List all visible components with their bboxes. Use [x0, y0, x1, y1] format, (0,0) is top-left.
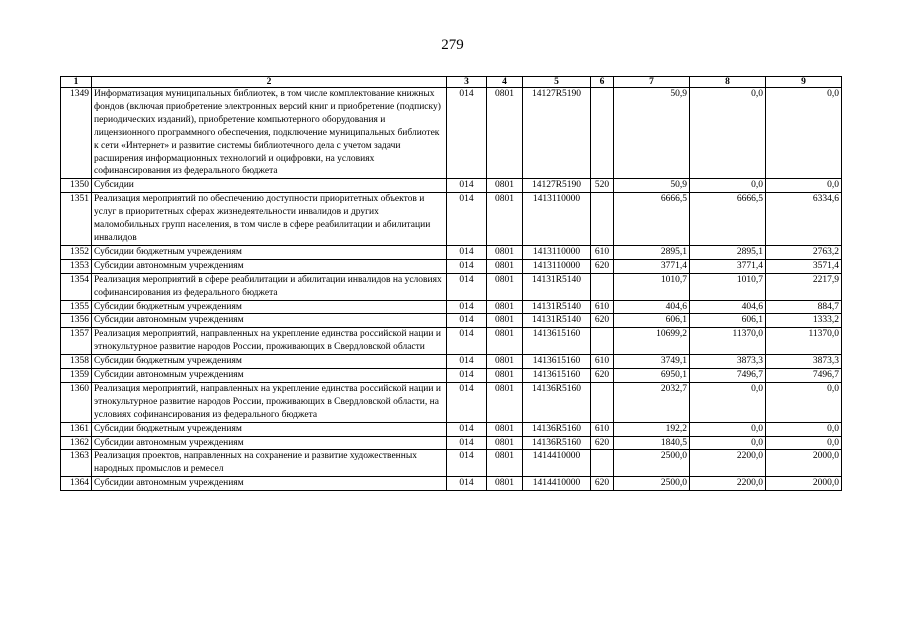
row-ministry-code: 014	[447, 300, 487, 314]
row-description: Субсидии автономным учреждениям	[92, 436, 447, 450]
row-amount-year1: 6666,5	[614, 193, 690, 246]
table-row	[61, 436, 842, 450]
row-description: Субсидии бюджетным учреждениям	[92, 300, 447, 314]
row-ministry-code: 014	[447, 422, 487, 436]
row-amount-year1: 6950,1	[614, 369, 690, 383]
row-expense-type: 620	[591, 436, 614, 450]
row-ministry-code: 014	[447, 436, 487, 450]
row-section-code: 0801	[487, 314, 523, 328]
header-col-1: 1	[61, 77, 92, 88]
row-number: 1351	[61, 193, 92, 246]
budget-table	[60, 76, 842, 491]
row-target-code: 1414410000	[523, 450, 591, 477]
row-number: 1354	[61, 273, 92, 300]
table-row	[61, 300, 842, 314]
row-expense-type: 610	[591, 300, 614, 314]
row-expense-type	[591, 273, 614, 300]
row-amount-year3: 1333,2	[766, 314, 842, 328]
row-expense-type: 610	[591, 355, 614, 369]
row-ministry-code: 014	[447, 179, 487, 193]
row-number: 1353	[61, 259, 92, 273]
row-number: 1349	[61, 88, 92, 179]
row-amount-year1: 10699,2	[614, 328, 690, 355]
row-target-code: 14127R5190	[523, 88, 591, 179]
row-section-code: 0801	[487, 273, 523, 300]
row-description: Реализация мероприятий по обеспечению доступности приоритетных объектов и услуг в приоритетных сферах жизнедеятельности инвалидов и других маломобильных групп населения, в том числе в сфере реабилитации и абилитации инвалидов	[92, 193, 447, 246]
row-target-code: 14136R5160	[523, 382, 591, 422]
table-row	[61, 369, 842, 383]
row-amount-year3: 0,0	[766, 382, 842, 422]
row-section-code: 0801	[487, 193, 523, 246]
row-number: 1364	[61, 477, 92, 491]
row-description: Субсидии автономным учреждениям	[92, 477, 447, 491]
row-target-code: 14131R5140	[523, 300, 591, 314]
row-amount-year2: 0,0	[690, 179, 766, 193]
row-description: Субсидии автономным учреждениям	[92, 369, 447, 383]
table-row	[61, 193, 842, 246]
row-target-code: 1413615160	[523, 328, 591, 355]
table-row	[61, 259, 842, 273]
row-ministry-code: 014	[447, 88, 487, 179]
row-target-code: 14127R5190	[523, 179, 591, 193]
row-amount-year1: 606,1	[614, 314, 690, 328]
row-ministry-code: 014	[447, 450, 487, 477]
row-section-code: 0801	[487, 450, 523, 477]
row-expense-type: 620	[591, 369, 614, 383]
table-row	[61, 273, 842, 300]
row-amount-year3: 0,0	[766, 88, 842, 179]
row-expense-type	[591, 450, 614, 477]
row-section-code: 0801	[487, 179, 523, 193]
row-expense-type	[591, 88, 614, 179]
row-description: Реализация мероприятий в сфере реабилитации и абилитации инвалидов на условиях софинансирования из федерального бюджета	[92, 273, 447, 300]
row-amount-year3: 7496,7	[766, 369, 842, 383]
row-description: Информатизация муниципальных библиотек, в том числе комплектование книжных фондов (включая приобретение электронных версий книг и приобретение (подписку) периодических изданий), приобретение компьютерного оборудования и лицензионного программного обеспечения, подключение муниципальных библиотек к сети «Интернет» и развитие системы библиотечного дела с учетом задачи расширения информационных технологий и оцифровки, на условиях софинансирования из федерального бюджета	[92, 88, 447, 179]
row-target-code: 14131R5140	[523, 273, 591, 300]
row-ministry-code: 014	[447, 328, 487, 355]
header-row	[61, 77, 842, 88]
table-row	[61, 355, 842, 369]
row-description: Субсидии	[92, 179, 447, 193]
header-col-7: 7	[614, 77, 690, 88]
row-amount-year3: 2000,0	[766, 450, 842, 477]
row-amount-year2: 1010,7	[690, 273, 766, 300]
row-target-code: 1413110000	[523, 259, 591, 273]
row-target-code: 1413110000	[523, 193, 591, 246]
row-ministry-code: 014	[447, 245, 487, 259]
row-expense-type: 520	[591, 179, 614, 193]
row-section-code: 0801	[487, 369, 523, 383]
row-amount-year1: 2895,1	[614, 245, 690, 259]
row-number: 1357	[61, 328, 92, 355]
row-amount-year2: 11370,0	[690, 328, 766, 355]
row-expense-type: 620	[591, 259, 614, 273]
header-col-2: 2	[92, 77, 447, 88]
row-description: Реализация мероприятий, направленных на укрепление единства российской нации и этнокультурное развитие народов России, проживающих в Свердловской области	[92, 328, 447, 355]
row-amount-year1: 50,9	[614, 88, 690, 179]
row-number: 1363	[61, 450, 92, 477]
row-ministry-code: 014	[447, 355, 487, 369]
row-section-code: 0801	[487, 477, 523, 491]
row-expense-type	[591, 382, 614, 422]
table-row	[61, 88, 842, 179]
row-amount-year3: 6334,6	[766, 193, 842, 246]
row-amount-year3: 884,7	[766, 300, 842, 314]
row-amount-year1: 50,9	[614, 179, 690, 193]
row-expense-type: 620	[591, 477, 614, 491]
row-description: Реализация мероприятий, направленных на укрепление единства российской нации и этнокультурное развитие народов России, проживающих в Свердловской области, на условиях софинансирования из федерального бюджета	[92, 382, 447, 422]
row-ministry-code: 014	[447, 193, 487, 246]
row-amount-year1: 3771,4	[614, 259, 690, 273]
row-amount-year2: 0,0	[690, 422, 766, 436]
row-amount-year3: 0,0	[766, 422, 842, 436]
row-amount-year2: 6666,5	[690, 193, 766, 246]
row-number: 1352	[61, 245, 92, 259]
row-section-code: 0801	[487, 259, 523, 273]
row-number: 1360	[61, 382, 92, 422]
row-ministry-code: 014	[447, 369, 487, 383]
row-ministry-code: 014	[447, 477, 487, 491]
row-amount-year1: 2032,7	[614, 382, 690, 422]
row-amount-year2: 2895,1	[690, 245, 766, 259]
row-amount-year1: 404,6	[614, 300, 690, 314]
row-amount-year1: 2500,0	[614, 477, 690, 491]
row-description: Субсидии бюджетным учреждениям	[92, 355, 447, 369]
row-ministry-code: 014	[447, 314, 487, 328]
row-description: Субсидии автономным учреждениям	[92, 314, 447, 328]
table-body	[61, 88, 842, 491]
row-amount-year3: 0,0	[766, 179, 842, 193]
row-amount-year2: 606,1	[690, 314, 766, 328]
row-amount-year1: 192,2	[614, 422, 690, 436]
row-section-code: 0801	[487, 88, 523, 179]
table-row	[61, 422, 842, 436]
header-col-9: 9	[766, 77, 842, 88]
page-number: 279	[441, 37, 464, 53]
header-col-5: 5	[523, 77, 591, 88]
row-target-code: 1413110000	[523, 245, 591, 259]
row-target-code: 1413615160	[523, 355, 591, 369]
table-row	[61, 477, 842, 491]
header-col-3: 3	[447, 77, 487, 88]
row-description: Реализация проектов, направленных на сохранение и развитие художественных народных промыслов и ремесел	[92, 450, 447, 477]
row-number: 1355	[61, 300, 92, 314]
row-expense-type: 610	[591, 422, 614, 436]
row-target-code: 14131R5140	[523, 314, 591, 328]
row-amount-year2: 3771,4	[690, 259, 766, 273]
row-amount-year3: 3873,3	[766, 355, 842, 369]
row-amount-year1: 1840,5	[614, 436, 690, 450]
row-amount-year2: 0,0	[690, 382, 766, 422]
row-amount-year2: 404,6	[690, 300, 766, 314]
row-number: 1358	[61, 355, 92, 369]
row-section-code: 0801	[487, 328, 523, 355]
row-expense-type: 610	[591, 245, 614, 259]
row-amount-year3: 0,0	[766, 436, 842, 450]
row-amount-year1: 2500,0	[614, 450, 690, 477]
table-row	[61, 450, 842, 477]
row-amount-year2: 2200,0	[690, 477, 766, 491]
row-amount-year2: 2200,0	[690, 450, 766, 477]
row-amount-year3: 2217,9	[766, 273, 842, 300]
row-number: 1362	[61, 436, 92, 450]
row-section-code: 0801	[487, 382, 523, 422]
table-row	[61, 245, 842, 259]
row-section-code: 0801	[487, 422, 523, 436]
row-description: Субсидии бюджетным учреждениям	[92, 422, 447, 436]
row-amount-year2: 0,0	[690, 88, 766, 179]
row-amount-year2: 0,0	[690, 436, 766, 450]
row-number: 1361	[61, 422, 92, 436]
row-number: 1359	[61, 369, 92, 383]
row-target-code: 1414410000	[523, 477, 591, 491]
table-row	[61, 328, 842, 355]
row-section-code: 0801	[487, 436, 523, 450]
row-target-code: 1413615160	[523, 369, 591, 383]
row-ministry-code: 014	[447, 273, 487, 300]
row-amount-year2: 3873,3	[690, 355, 766, 369]
header-col-4: 4	[487, 77, 523, 88]
row-number: 1356	[61, 314, 92, 328]
row-amount-year1: 3749,1	[614, 355, 690, 369]
table-row	[61, 382, 842, 422]
row-amount-year1: 1010,7	[614, 273, 690, 300]
row-target-code: 14136R5160	[523, 436, 591, 450]
row-expense-type	[591, 193, 614, 246]
row-section-code: 0801	[487, 300, 523, 314]
header-col-6: 6	[591, 77, 614, 88]
table-row	[61, 179, 842, 193]
row-section-code: 0801	[487, 355, 523, 369]
row-amount-year2: 7496,7	[690, 369, 766, 383]
row-ministry-code: 014	[447, 259, 487, 273]
table-row	[61, 314, 842, 328]
row-number: 1350	[61, 179, 92, 193]
row-description: Субсидии бюджетным учреждениям	[92, 245, 447, 259]
row-target-code: 14136R5160	[523, 422, 591, 436]
header-col-8: 8	[690, 77, 766, 88]
row-expense-type	[591, 328, 614, 355]
row-amount-year3: 2763,2	[766, 245, 842, 259]
row-section-code: 0801	[487, 245, 523, 259]
row-amount-year3: 2000,0	[766, 477, 842, 491]
row-description: Субсидии автономным учреждениям	[92, 259, 447, 273]
row-ministry-code: 014	[447, 382, 487, 422]
row-amount-year3: 3571,4	[766, 259, 842, 273]
row-expense-type: 620	[591, 314, 614, 328]
row-amount-year3: 11370,0	[766, 328, 842, 355]
